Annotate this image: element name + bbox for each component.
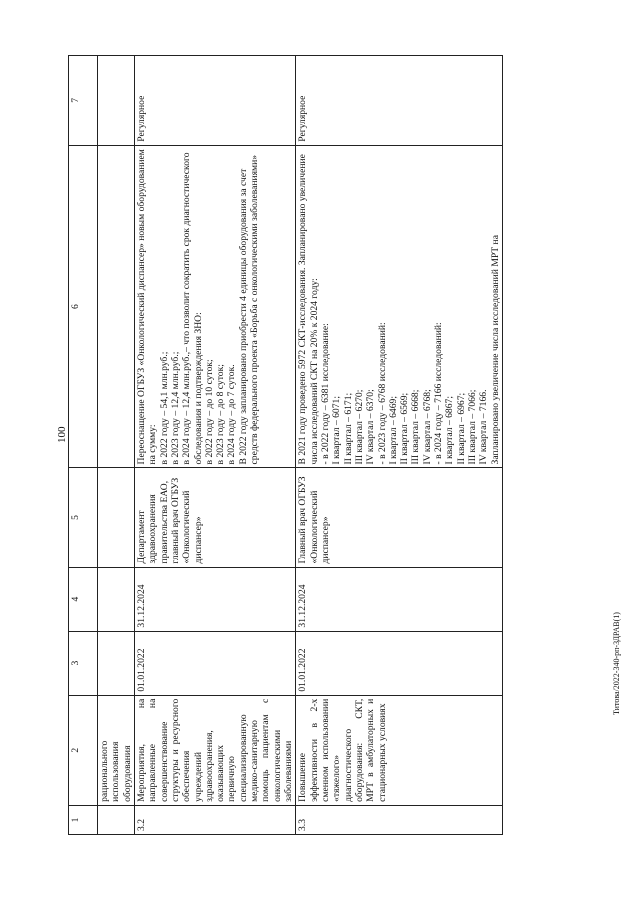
row-number: 3.3 [296,805,503,834]
document-footer: Титова/2022-340-рп-ЗДРАВ(1) [612,612,621,715]
header-col-2: 2 [69,695,98,805]
responsible: Главный врач ОГБУЗ «Онкологический диспансер» [296,468,503,567]
plan-table [68,55,503,835]
start-date: 01.01.2022 [134,631,295,695]
measure-name: Мероприятия, на направленные на совершенствование структуры и ресурсного обеспечения учреждений здравоохранения, оказывающих первичную специализированную медико-санитарную помощь пациентам с онкологическими заболеваниями [134,695,295,805]
table-row [296,56,503,835]
cont-cell-4 [98,567,135,631]
header-row [69,56,98,835]
cont-cell-3 [98,631,135,695]
responsible: Департамент здравоохранения правительства ЕАО, главный врач ОГБУЗ «Онкологический диспансер» [134,468,295,567]
cont-cell-1 [98,805,135,834]
cont-cell-6 [98,145,135,468]
header-col-1: 1 [69,805,98,834]
expected-result: Переоснащение ОГБУЗ «Онкологический диспансер» новым оборудованием на сумму: в 2022 году – 54,1 млн.руб.; в 2023 году – 12,4 млн.руб.; в 2024 году – 12,4 млн.руб.,– что позволит сократить срок диагностического обследования и подтверждения ЗНО: в 2022 году – до 10 суток; в 2023 году – до 8 суток; в 2024 году – до 7 суток. В 2022 году запланировано приобрести 4 единицы оборудования за счет средств федерального проекта «Борьба с онкологическими заболеваниями» [134,145,295,468]
table-row [134,56,295,835]
header-col-5: 5 [69,468,98,567]
header-col-3: 3 [69,631,98,695]
end-date: 31.12.2024 [134,567,295,631]
cont-cell-2: рационального использования оборудования [98,695,135,805]
page-number: 100 [56,426,68,443]
end-date: 31.12.2024 [296,567,503,631]
measure-name: Повышение эффективности в 2-х сменном использовании «тяжелого» диагностического оборудования: СКТ, МРТ в амбулаторных и стационарных условиях [296,695,503,805]
rotated-table-container [68,55,588,835]
continuation-row [98,56,135,835]
header-col-6: 6 [69,145,98,468]
measure-type: Регулярное [296,56,503,146]
header-col-7: 7 [69,56,98,146]
cont-cell-7 [98,56,135,146]
measure-type: Регулярное [134,56,295,146]
expected-result: В 2021 году проведено 5972 СКТ-исследования. Запланировано увеличение числа исследований СКТ на 20% к 2024 году: - в 2022 году – 6381 исследование: I квартал – 6071; II квартал – 6171; III квартал – 6270; IV квартал – 6370; - в 2023 году – 6768 исследований: I квартал – 6469; II квартал – 6569; III квартал – 6668; IV квартал – 6768; - в 2024 году – 7166 исследований: I квартал – 6867; II квартал – 6967; III квартал – 7066; IV квартал – 7166. Запланировано увеличение числа исследований МРТ на [296,145,503,468]
start-date: 01.01.2022 [296,631,503,695]
header-col-4: 4 [69,567,98,631]
row-number: 3.2 [134,805,295,834]
cont-cell-5 [98,468,135,567]
